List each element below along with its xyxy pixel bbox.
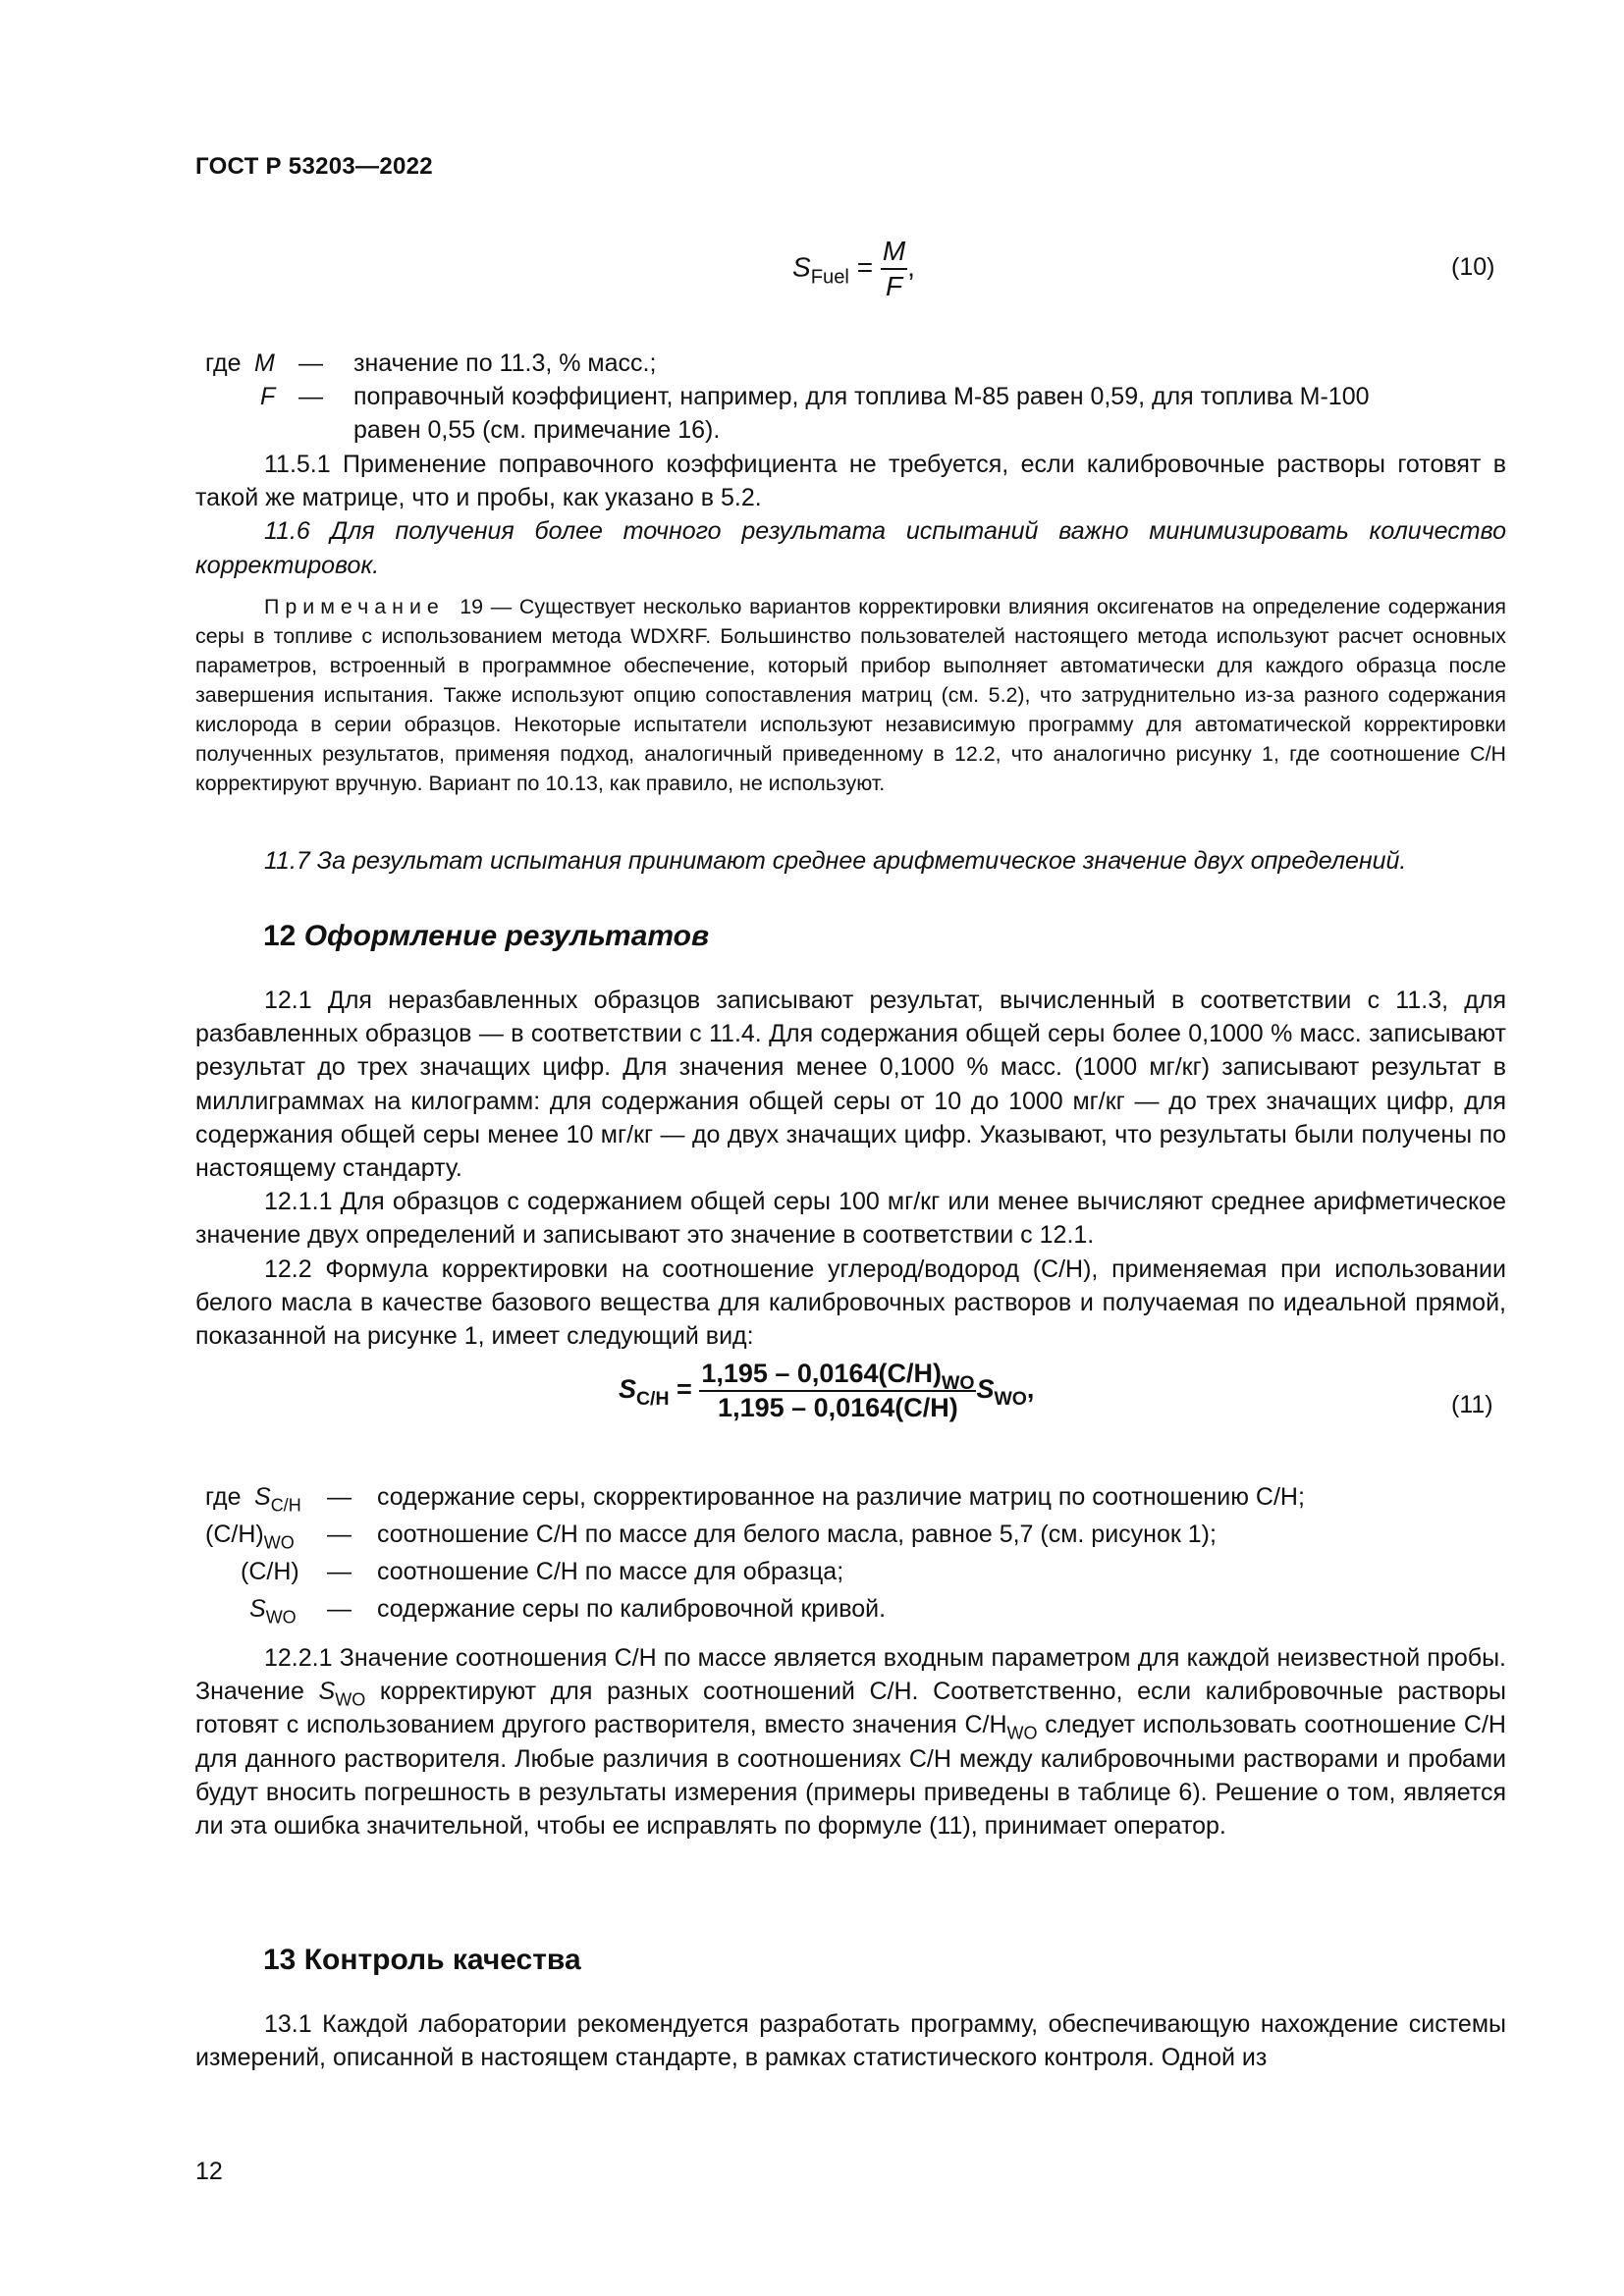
formula-10-numerator: M <box>881 236 907 270</box>
section-12-paragraphs <box>195 984 1506 1353</box>
paragraph-11-6: 11.6 Для получения более точного результата испытаний важно минимизировать количество корректировок. <box>195 517 1506 579</box>
formula-10-symbol: S <box>792 251 811 283</box>
definition-symbol-main: S <box>249 1595 266 1623</box>
paragraph-12-2-1-symbol: S <box>318 1678 336 1706</box>
definition-text: поправочный коэффициент, например, для топлива М-85 равен 0,59, для топлива М-100 <box>353 383 1370 411</box>
definition-dash: — <box>327 1595 352 1623</box>
paragraph-11-7-block <box>195 844 1506 878</box>
definition-symbol-sub: C/H <box>270 1495 301 1516</box>
formula-10 <box>792 236 915 302</box>
section-12-number: 12 <box>263 920 297 952</box>
definition-lead: где <box>205 349 242 377</box>
paragraph-12-1-1: 12.1.1 Для образцов с содержанием общей серы 100 мг/кг или менее вычисляют среднее арифметическое значение двух определений и записывают это значение в соответствии с 12.1. <box>195 1188 1506 1250</box>
section-11-paragraphs <box>195 448 1506 582</box>
paragraph-12-1: 12.1 Для неразбавленных образцов записывают результат, вычисленный в соответствии с 11.3, для разбавленных образцов — в соответствии с 11.4. Для содержания общей серы более 0,1000 % масс. записывают результат до трех значащих цифр. Для значения менее 0,1000 % масс. (1000 мг/кг) записывают результат в миллиграммах на килограмм: для содержания общей серы от 10 до 1000 мг/кг — до трех значащих цифр, для содержания общей серы менее 10 мг/кг — до двух значащих цифр. Указывают, что результаты были получены по настоящему стандарту. <box>195 987 1506 1183</box>
formula-11-numerator-text: 1,195 – 0,0164(C/H) <box>701 1359 942 1388</box>
formula-10-symbol-sub: Fuel <box>810 266 849 289</box>
paragraph-11-7: 11.7 За результат испытания принимают среднее арифметическое значение двух определений. <box>264 847 1407 875</box>
paragraph-11-5-1: 11.5.1 Применение поправочного коэффициента не требуется, если калибровочные растворы готовят в такой же матрице, что и пробы, как указано в 5.2. <box>195 451 1506 512</box>
definition-row <box>195 1518 1511 1555</box>
formula-11-symbol-2: S <box>976 1374 995 1405</box>
formula-11-equals: = <box>677 1374 692 1405</box>
note-19 <box>195 592 1506 798</box>
definition-text: содержание серы по калибровочной кривой. <box>377 1595 887 1623</box>
formula-10-comma: , <box>907 251 915 283</box>
definition-row-continued <box>195 413 1511 447</box>
definition-symbol <box>254 1480 301 1514</box>
definition-text-continued: равен 0,55 (см. примечание 16). <box>353 416 721 445</box>
note-label: Примечание <box>264 595 445 618</box>
paragraph-12-2-1-part-b: корректируют для разных соотношений С/Н. Соответственно, если калибровочные растворы готовят с использованием другого растворителя, вместо значения С/Н <box>195 1678 1506 1739</box>
note-19-paragraph <box>195 592 1506 798</box>
definition-symbol: F <box>260 383 276 411</box>
note-text: 19 — Существует несколько вариантов корректировки влияния оксигенатов на определение содержания серы в топливе с использованием метода WDXRF. Большинство пользователей настоящего метода используют расчет основных параметров, встроенный в программное обеспечение, который прибор выполняет автоматически для каждого образца после завершения испытания. Также используют опцию сопоставления матриц (см. 5.2), что затруднительно из-за разного содержания кислорода в серии образцов. Некоторые испытатели используют независимую программу для автоматической корректировки полученных результатов, применяя подход, аналогичный приведенному в 12.2, что аналогично рисунку 1, где соотношение С/Н корректируют вручную. Вариант по 10.13, как правило, не используют. <box>195 595 1506 795</box>
definition-text: соотношение С/Н по массе для образца; <box>377 1558 844 1585</box>
formula-11-numerator-sub: WO <box>941 1371 975 1394</box>
formula-11-comma: , <box>1026 1374 1035 1405</box>
definition-dash: — <box>298 349 323 377</box>
definition-dash: — <box>327 1521 352 1548</box>
definition-text: соотношение С/Н по массе для белого масла, равное 5,7 (см. рисунок 1); <box>377 1521 1217 1548</box>
formula-11-symbol: S <box>619 1374 637 1405</box>
section-13-heading: 13 Контроль качества <box>263 1944 581 1976</box>
formula-10-definitions <box>195 347 1511 448</box>
definition-row <box>195 1592 1511 1629</box>
definition-dash: — <box>327 1558 352 1585</box>
definition-text: значение по 11.3, % масс.; <box>353 349 657 377</box>
formula-11-fraction <box>699 1359 976 1423</box>
definition-symbol: M <box>254 349 275 377</box>
definition-row <box>195 347 1511 380</box>
paragraph-12-2-1-part-c: следует использовать соотношение С/Н для данного растворителя. Любые различия в соотношениях С/Н между калибровочными растворами и пробами будут вносить погрешность в результаты измерения (примеры приведены в таблице 6). Решение о том, является ли эта ошибка значительной, чтобы ее исправлять по формуле (11), принимает оператор. <box>195 1711 1506 1841</box>
definition-text: содержание серы, скорректированное на различие матриц по соотношению С/Н; <box>377 1483 1305 1511</box>
formula-10-number: (10) <box>1451 253 1495 281</box>
definition-dash: — <box>327 1483 352 1511</box>
formula-11-numerator <box>699 1359 976 1392</box>
definition-symbol-main: (C/H) <box>205 1521 264 1548</box>
definition-row <box>195 1555 1511 1592</box>
definition-lead: где <box>205 1483 242 1511</box>
formula-11-symbol-2-sub: WO <box>994 1387 1027 1410</box>
definition-symbol <box>249 1592 297 1626</box>
paragraph-12-2-1 <box>195 1641 1506 1842</box>
formula-11-denominator: 1,195 – 0,0164(C/H) <box>718 1393 958 1422</box>
paragraph-12-2-1-part-a: 12.2.1 Значение соотношения С/Н по массе является входным параметром для каждой неизвестной пробы. Значение <box>195 1644 1506 1706</box>
definition-row <box>195 380 1511 413</box>
definition-row <box>195 1480 1511 1518</box>
formula-11-number: (11) <box>1451 1391 1493 1418</box>
formula-11 <box>619 1359 1034 1423</box>
definition-symbol-sub: WO <box>263 1532 295 1553</box>
paragraph-12-2: 12.2 Формула корректировки на соотношение углерод/водород (С/Н), применяемая при использовании белого масла в качестве базового вещества для калибровочных растворов и получаемая по идеальной прямой, показанной на рисунке 1, имеет следующий вид: <box>195 1255 1506 1351</box>
paragraph-12-2-1-block <box>195 1641 1506 1842</box>
definition-symbol <box>241 1555 299 1588</box>
document-header: ГОСТ Р 53203—2022 <box>195 153 433 180</box>
definition-dash: — <box>298 383 323 411</box>
definition-symbol <box>205 1518 295 1551</box>
paragraph-12-2-1-symbol-sub: WO <box>335 1689 366 1710</box>
formula-10-denominator: F <box>885 271 903 301</box>
paragraph-12-2-1-ch-sub: WO <box>1006 1723 1038 1743</box>
definition-symbol-main: (C/H) <box>241 1558 299 1585</box>
definition-symbol-sub: WO <box>265 1607 297 1628</box>
formula-11-symbol-sub: C/H <box>636 1387 670 1410</box>
page-number: 12 <box>195 2158 223 2185</box>
paragraph-13-1: 13.1 Каждой лаборатории рекомендуется разработать программу, обеспечивающую нахождение системы измерений, описанной в настоящем стандарте, в рамках статистического контроля. Одной из <box>195 2010 1506 2072</box>
definition-symbol-main: S <box>254 1483 271 1511</box>
section-12-title: Оформление результатов <box>303 920 710 952</box>
paragraph-13-1-block <box>195 2007 1506 2074</box>
section-12-heading <box>263 920 709 953</box>
formula-10-fraction <box>881 236 907 302</box>
formula-10-equals: = <box>856 251 874 283</box>
formula-11-definitions <box>195 1480 1511 1629</box>
